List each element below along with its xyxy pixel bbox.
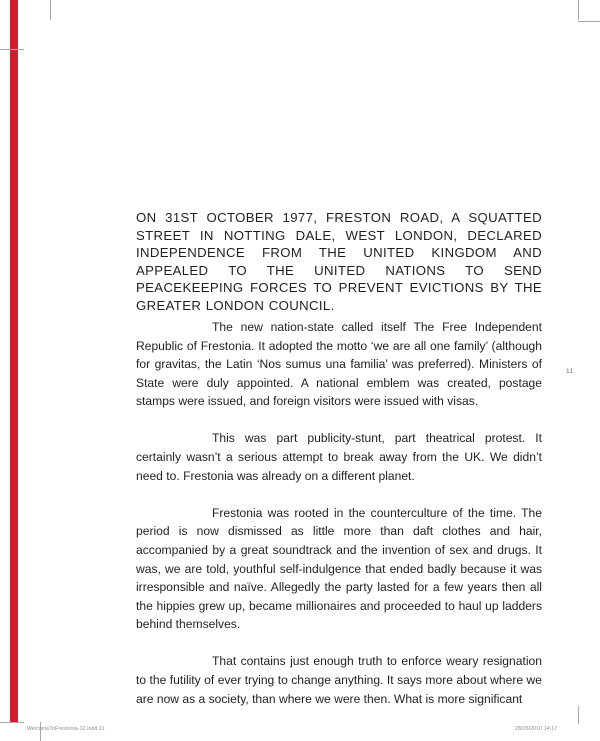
body-paragraph: This was part publicity-stunt, part theatrical protest. It certainly wasn’t a serious attempt to break away from the UK. We didn’t need to. Frestonia was already on a different planet. bbox=[136, 431, 542, 483]
body-paragraph: Frestonia was rooted in the counterculture of the time. The period is now dismissed as little more than daft clothes and hair, accompanied by a great soundtrack and the invention of sex and drugs. It was, we are told, youthful self-indulgence that ended badly because it was irresponsible and naïve. Allegedly the party lasted for a few years then all the hippies grew up, became millionaires and proceeded to haul up ladders behind themselves. bbox=[136, 505, 542, 632]
crop-mark-bottom-right-vertical bbox=[578, 706, 579, 724]
crop-mark-top-right-vertical bbox=[578, 0, 579, 20]
article-headline: ON 31ST OCTOBER 1977, FRESTON ROAD, A SQUATTED STREET IN NOTTING DALE, WEST LONDON, DECLARED INDEPENDENCE FROM THE UNITED KINGDOM AND APPEALED TO THE UNITED NATIONS TO SEND PEACEKEEPING FORCES TO PREVENT EVICTIONS BY THE GREATER LONDON COUNCIL. bbox=[136, 210, 542, 313]
print-slug-filename: WelcomeToFrestonia-12.indd 11 bbox=[27, 726, 105, 732]
crop-mark-top-right-horizontal bbox=[578, 21, 600, 22]
body-paragraph: That contains just enough truth to enforce weary resignation to the futility of ever trying to change anything. It says more about where we are now as a society, than where we were then. What is more significant bbox=[136, 654, 542, 706]
crop-mark-bottom-left-horizontal bbox=[0, 722, 24, 723]
crop-mark-top-left-vertical bbox=[50, 0, 51, 20]
crop-mark-top-left-horizontal bbox=[0, 49, 24, 50]
body-paragraph: The new nation-state called itself The Free Independent Republic of Frestonia. It adopted the motto ‘we are all one family’ (although for gravitas, the Latin ‘Nos sumus una familia’ was preferred). Ministers of State were duly appointed. A national emblem was created, postage stamps were issued, and foreign visitors were issued with visas. bbox=[136, 320, 542, 409]
page-number: 11 bbox=[566, 368, 574, 375]
article-body bbox=[136, 318, 542, 708]
print-slug-timestamp: 28/05/2010 14:17 bbox=[515, 726, 558, 732]
accent-spine-bar bbox=[10, 0, 18, 722]
